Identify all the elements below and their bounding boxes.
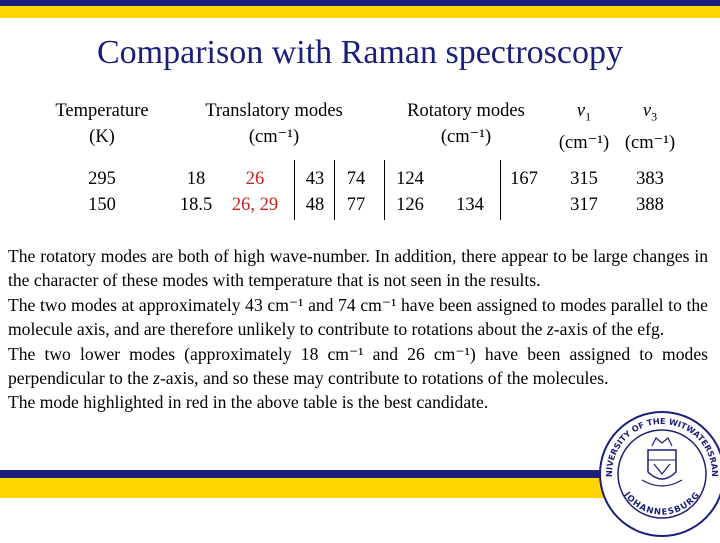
top-yellow-bar [0, 6, 720, 18]
paragraph-rotatory: The rotatory modes are both of high wave-number. In addition, there appear to be large changes in the character of these modes with temperature that is not seen in the results. [8, 246, 708, 291]
header-v3: $\nu_3$ (cm⁻¹) [624, 101, 676, 153]
header-v1: $\nu_1$ (cm⁻¹) [558, 101, 610, 153]
translatory-col-2-highlighted: 26 26, 29 [231, 169, 279, 215]
column-divider [294, 160, 295, 220]
rotatory-col-1: 124 126 [396, 169, 424, 215]
body-text [8, 244, 708, 415]
header-rotatory: Rotatory modes (cm⁻¹) [407, 101, 525, 147]
column-divider [500, 160, 501, 220]
translatory-col-4: 74 77 [346, 169, 366, 215]
v1-values: 315 317 [570, 169, 598, 215]
column-divider [384, 160, 385, 220]
paragraph-parallel-modes: The two modes at approximately 43 cm⁻¹ and 74 cm⁻¹ have been assigned to modes parallel to the molecule axis, and are therefore unlikely to contribute to rotations about the z-axis of the efg. [8, 294, 708, 340]
paragraph-lower-modes: The two lower modes (approximately 18 cm⁻¹ and 26 cm⁻¹) have been assigned to modes perpendicular to the z-axis, and so these may contribute to rotations of the molecules. [8, 343, 708, 389]
slide-title: Comparison with Raman spectroscopy [97, 34, 623, 71]
university-seal-icon [598, 410, 720, 538]
translatory-col-3: 43 48 [305, 169, 325, 215]
rotatory-col-3: 167 [510, 169, 538, 189]
temperature-values: 295 150 [88, 169, 116, 215]
header-translatory: Translatory modes (cm⁻¹) [205, 101, 343, 147]
svg-text:JOHANNESBURG: JOHANNESBURG [621, 490, 703, 518]
column-divider [334, 160, 335, 220]
v3-values: 383 388 [636, 169, 664, 215]
header-temperature: Temperature (K) [55, 101, 149, 147]
university-logo [598, 410, 720, 538]
svg-text:UNIVERSITY OF THE WITWATERSRAN: NIVERSITY OF THE WITWATERSRAN [603, 415, 720, 478]
paragraph-conclusion: The mode highlighted in red in the above table is the best candidate. [8, 392, 489, 413]
rotatory-col-2: 134 [456, 195, 484, 215]
translatory-col-1: 18 18.5 [179, 169, 213, 215]
